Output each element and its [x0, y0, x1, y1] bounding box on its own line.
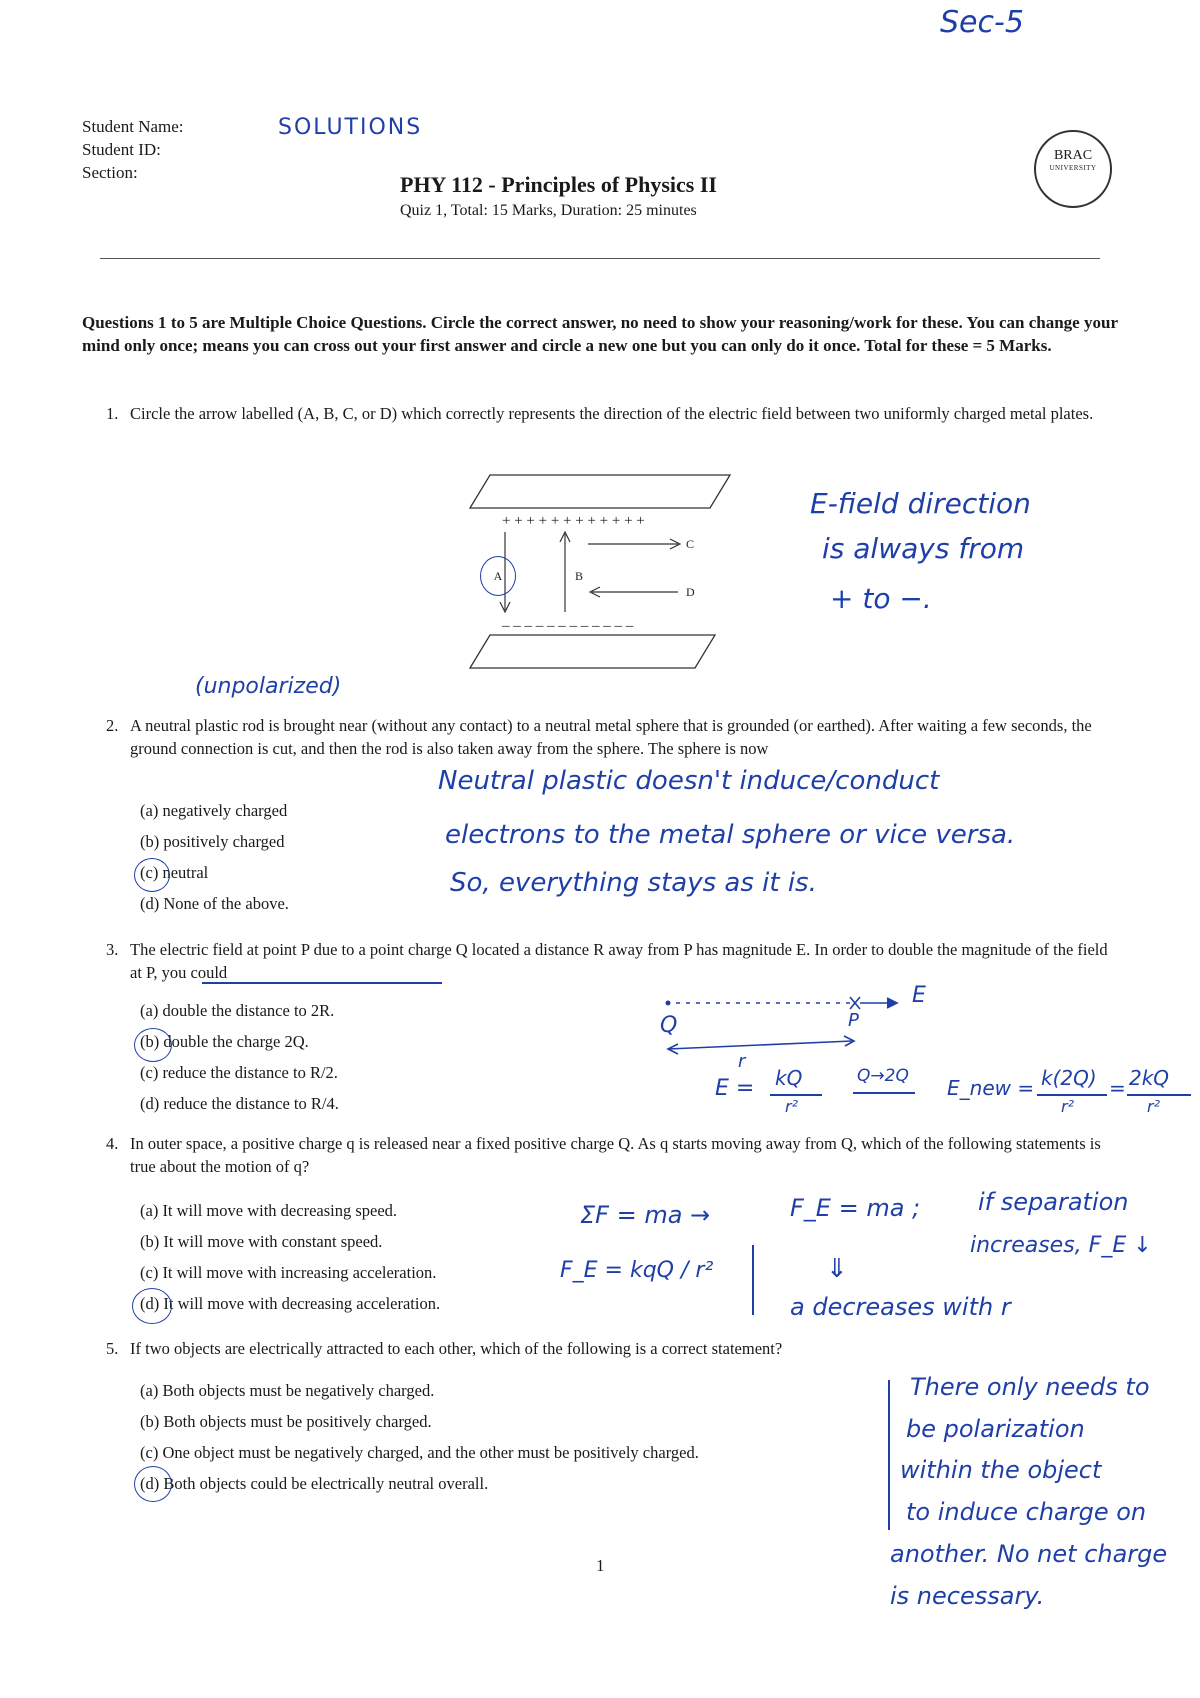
- q3-sketch: [660, 975, 940, 1065]
- q3-sketch-r: r: [738, 1051, 746, 1072]
- q1-note-line1: E-field direction: [810, 487, 1031, 520]
- q5-note-bar: [888, 1380, 890, 1530]
- student-name-value: SOLUTIONS: [278, 115, 423, 140]
- q3-text: The electric field at point P due to a point charge Q located a distance R away from P has magnitude E. In order to double the magnitude of the field at P, you could: [130, 940, 1108, 982]
- q5-option-a[interactable]: (a) Both objects must be negatively charged.: [140, 1381, 435, 1400]
- logo-text-brac: BRAC: [1053, 148, 1093, 163]
- q4-answer-circle: [132, 1288, 172, 1324]
- q1-answer-circle: [480, 556, 516, 596]
- q3-underline: [202, 982, 442, 984]
- quiz-subtitle: Quiz 1, Total: 15 Marks, Duration: 25 minutes: [400, 202, 697, 219]
- q5-option-b[interactable]: (b) Both objects must be positively charged.: [140, 1412, 432, 1431]
- student-labels: [82, 115, 184, 184]
- q3-option-a[interactable]: (a) double the distance to 2R.: [140, 1001, 335, 1020]
- header-divider: [100, 258, 1100, 259]
- q5-option-d[interactable]: (d) Both objects could be electrically neutral overall.: [140, 1474, 489, 1493]
- formula-den: r²: [785, 1097, 798, 1116]
- formula-bar3: [1127, 1094, 1191, 1096]
- q5-text: If two objects are electrically attracted to each other, which of the following is a correct statement?: [130, 1339, 783, 1358]
- formula-num3: 2kQ: [1129, 1066, 1170, 1090]
- q3-answer-circle: [134, 1028, 172, 1062]
- q3-option-d[interactable]: (d) reduce the distance to R/4.: [140, 1094, 339, 1113]
- student-name-label: Student Name:: [82, 117, 184, 136]
- q2-option-a[interactable]: (a) negatively charged: [140, 801, 288, 820]
- q4-note-increases: increases, F_E ↓: [970, 1233, 1152, 1258]
- arrow-a-label: A: [493, 569, 503, 583]
- q2-number: 2.: [106, 716, 119, 735]
- q5-note-line4: to induce charge on: [906, 1498, 1147, 1526]
- formula-num2: k(2Q): [1041, 1066, 1097, 1090]
- student-id-label: Student ID:: [82, 140, 161, 159]
- plus-signs: + + + + + + + + + + + +: [502, 513, 645, 529]
- instructions: Questions 1 to 5 are Multiple Choice Questions. Circle the correct answer, no need to show your reasoning/work for these. You can change your mind only once; means you can cross out your first answer and circle a new one but you can only do it once. Total for these = 5 Marks.: [82, 313, 1118, 355]
- q2-options: [140, 795, 289, 919]
- q4-options: [140, 1195, 440, 1319]
- q3-formula: [715, 1068, 1200, 1120]
- q5-option-c[interactable]: (c) One object must be negatively charged, and the other must be positively charged.: [140, 1443, 699, 1462]
- university-logo: [1034, 130, 1112, 208]
- q4-divider: [752, 1245, 754, 1315]
- formula-eq: =: [1109, 1076, 1126, 1100]
- q2-note-line1: Neutral plastic doesn't induce/conduct: [438, 766, 940, 796]
- q5-note-line6: is necessary.: [890, 1582, 1045, 1610]
- q2-option-b[interactable]: (b) positively charged: [140, 832, 285, 851]
- formula-bar: [770, 1094, 822, 1096]
- q1-number: 1.: [106, 404, 119, 423]
- formula-enew: E_new =: [947, 1076, 1035, 1100]
- q4-note-sum: ΣF = ma →: [580, 1201, 711, 1229]
- q5-options: [140, 1375, 699, 1499]
- q4-option-a[interactable]: (a) It will move with decreasing speed.: [140, 1201, 398, 1220]
- q4-note-if: if separation: [978, 1188, 1129, 1216]
- q2-option-c[interactable]: (c) neutral: [140, 863, 209, 882]
- minus-signs: – – – – – – – – – – – –: [502, 618, 634, 634]
- q5-note-line2: be polarization: [906, 1415, 1085, 1443]
- q4-note-fe: F_E = ma ;: [790, 1194, 921, 1222]
- course-title: PHY 112 - Principles of Physics II: [400, 172, 717, 197]
- q4-note-a: a decreases with r: [790, 1293, 1011, 1321]
- q2-note-line3: So, everything stays as it is.: [450, 868, 817, 898]
- formula-den2: r²: [1061, 1097, 1074, 1116]
- q4-note-coulomb: F_E = kqQ / r²: [560, 1258, 714, 1283]
- arrow-d-label: D: [686, 585, 695, 599]
- arrow-b-label: B: [575, 569, 584, 583]
- page-number: 1: [596, 1556, 605, 1575]
- q4-option-b[interactable]: (b) It will move with constant speed.: [140, 1232, 383, 1251]
- formula-e: E =: [715, 1076, 755, 1101]
- bottom-plate: [470, 635, 715, 668]
- q4-note-arrow: ⇓: [826, 1254, 848, 1284]
- formula-den3: r²: [1147, 1097, 1160, 1116]
- q2-answer-circle: [134, 858, 170, 892]
- formula-num: kQ: [775, 1066, 803, 1090]
- logo-text-university: UNIVERSITY: [1049, 164, 1097, 172]
- q1-text: Circle the arrow labelled (A, B, C, or D) which correctly represents the direction of the electric field between two uniformly charged metal plates.: [130, 404, 1094, 423]
- q2-text: A neutral plastic rod is brought near (without any contact) to a neutral metal sphere that is grounded (or earthed). After waiting a few seconds, the ground connection is cut, and then the rod is also taken away from the sphere. The sphere is now: [130, 716, 1092, 758]
- q3-sketch-q: Q: [660, 1013, 678, 1038]
- q2-note-line2: electrons to the metal sphere or vice versa.: [445, 820, 1016, 850]
- section-mark: Sec-5: [940, 5, 1024, 40]
- section-label: Section:: [82, 163, 138, 182]
- q3-option-b[interactable]: (b) double the charge 2Q.: [140, 1032, 309, 1051]
- q3-option-c[interactable]: (c) reduce the distance to R/2.: [140, 1063, 338, 1082]
- arrow-c-label: C: [686, 537, 695, 551]
- q3-sketch-e: E: [912, 983, 926, 1008]
- q5-note-line5: another. No net charge: [890, 1540, 1168, 1568]
- formula-arrow-line: [853, 1092, 915, 1094]
- q5-note-line1: There only needs to: [910, 1373, 1150, 1401]
- q1-note-line3: + to −.: [830, 582, 932, 615]
- q3-number: 3.: [106, 940, 119, 959]
- q4-option-d[interactable]: (d) It will move with decreasing acceleration.: [140, 1294, 441, 1313]
- q5-note-line3: within the object: [900, 1456, 1102, 1484]
- q4-text: In outer space, a positive charge q is released near a fixed positive charge Q. As q starts moving away from Q, which of the following statements is true about the motion of q?: [130, 1134, 1101, 1176]
- formula-arrow: Q→2Q: [857, 1066, 909, 1086]
- top-plate: [470, 475, 730, 508]
- q4-option-c[interactable]: (c) It will move with increasing acceleration.: [140, 1263, 437, 1282]
- q5-number: 5.: [106, 1339, 119, 1358]
- q3-options: [140, 995, 339, 1119]
- q2-annotation: (unpolarized): [195, 674, 342, 699]
- q2-option-d[interactable]: (d) None of the above.: [140, 894, 289, 913]
- q1-note-line2: is always from: [822, 532, 1025, 565]
- q3-sketch-p: P: [848, 1010, 859, 1031]
- formula-bar2: [1037, 1094, 1107, 1096]
- q5-answer-circle: [134, 1466, 172, 1502]
- q4-number: 4.: [106, 1134, 119, 1153]
